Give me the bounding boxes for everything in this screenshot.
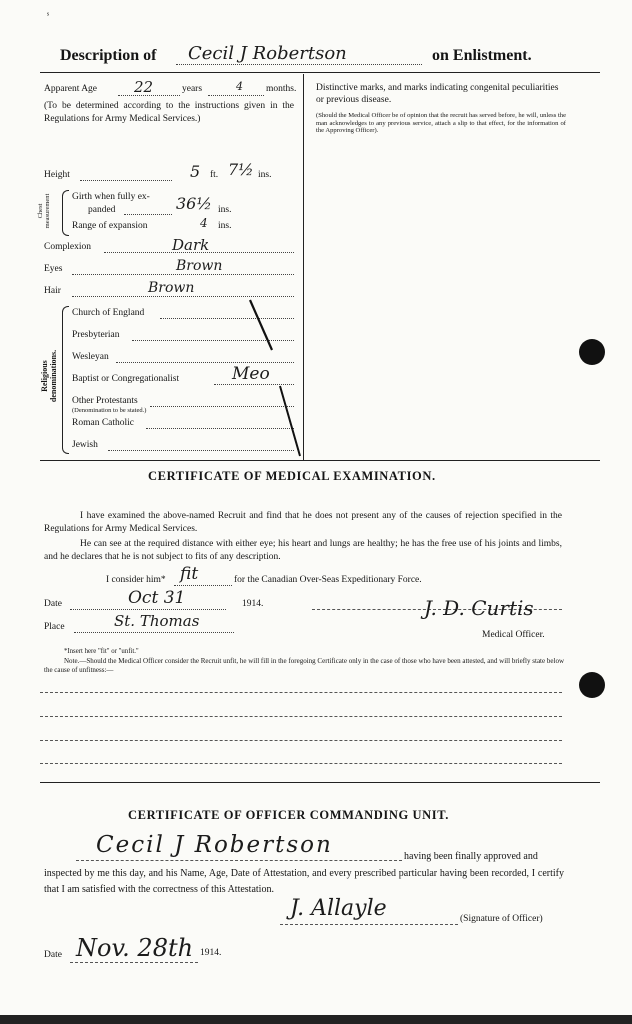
scan-border-bottom [0, 1015, 632, 1024]
religion-item-1: Presbyterian [72, 330, 120, 340]
section-rule-2 [40, 782, 600, 783]
chest-range-label: Range of expansion [72, 221, 148, 231]
medical-date-label: Date [44, 599, 62, 609]
apparent-age-months: 4 [236, 80, 243, 93]
religion-item-5: (Denomination to be stated.) [72, 407, 147, 414]
religion-item-0: Church of England [72, 308, 145, 318]
distinctive-marks-label: Distinctive marks, and marks indicating congenital peculiarities or previous disease. [316, 83, 559, 105]
height-dotted-line [80, 180, 172, 181]
religion-item-4: Other Protestants [72, 396, 138, 406]
chest-side-label: Chest measurement [37, 193, 51, 229]
commanding-text-b: inspected by me this day, and his Name, Age, Date of Attestation, and every prescribed particular having been recorded, I certify that I am satisfied with the correctness of this Attestation. [44, 868, 564, 895]
commanding-date-year: 1914. [200, 948, 222, 958]
corner-mark: ˢ [47, 10, 50, 21]
chest-girth-unit: ins. [218, 205, 232, 215]
height-feet-unit: ft. [210, 170, 219, 180]
eyes-label: Eyes [44, 264, 63, 274]
apparent-age-note: (To be determined according to the instructions given in the Regulations for Army Medical Services.) [44, 101, 294, 124]
consider-line [174, 585, 232, 586]
medical-footnote: *Insert here "fit" or "unfit." [64, 648, 139, 655]
commanding-date-label: Date [44, 950, 62, 960]
chest-girth-label-2: panded [88, 205, 116, 215]
complexion-value: Dark [172, 236, 210, 254]
distinctive-marks-note: (Should the Medical Officer be of opinion that the recruit has served before, he will, unless the man acknowledges to any previous service, attach a slip to that effect, for the information of the Approving Officer). [316, 112, 566, 135]
apparent-age-years: 22 [134, 78, 154, 96]
height-inches: 7½ [228, 160, 254, 179]
medical-place-line [74, 632, 234, 633]
unfitness-line-4 [40, 763, 562, 764]
commanding-signature-line [280, 924, 458, 925]
years-label: years [182, 84, 203, 94]
unfitness-line-1 [40, 692, 562, 693]
chest-range-value: 4 [200, 216, 208, 230]
medical-para-1: I have examined the above-named Recruit and find that he does not present any of the causes of rejection specified in the Regulations for Army Medical Services. [44, 511, 562, 534]
header-on-enlistment: on Enlistment. [432, 47, 532, 64]
consider-label: I consider him* [106, 575, 166, 585]
unfitness-line-2 [40, 716, 562, 717]
consider-value: fit [180, 564, 199, 584]
religion-item-6: Roman Catholic [72, 418, 135, 428]
consider-suffix: for the Canadian Over-Seas Expeditionary Force. [234, 575, 422, 585]
complexion-label: Complexion [44, 242, 91, 252]
months-label: months. [266, 84, 297, 94]
recruit-name: Cecil J Robertson [188, 43, 347, 64]
medical-place-value: St. Thomas [114, 612, 200, 630]
height-feet: 5 [190, 162, 201, 181]
chest-bracket [62, 190, 69, 236]
commanding-signature-label: (Signature of Officer) [460, 914, 543, 924]
chest-girth-value: 36½ [176, 194, 212, 213]
header-description-of: Description of [60, 47, 157, 64]
commanding-date-line [70, 962, 198, 963]
medical-date-year: 1914. [242, 599, 264, 609]
commanding-name-line [76, 860, 402, 861]
punch-hole-top [579, 339, 605, 365]
chest-range-unit: ins. [218, 221, 232, 231]
name-dotted-line [176, 64, 422, 65]
punch-hole-bottom [579, 672, 605, 698]
girth-dotted-line [124, 214, 172, 215]
medical-note: Note.—Should the Medical Officer consider the Recruit unfit, he will fill in the foregoing Certificate only in the case of those who have been attested, and will briefly state below the cause of unfitness:— [44, 657, 564, 674]
religion-item-7: Jewish [72, 440, 98, 450]
commanding-officer-signature: J. Allayle [290, 896, 387, 921]
age-months-line [208, 95, 264, 96]
religion-strike-marks [236, 296, 306, 466]
commanding-recruit-name: Cecil J Robertson [96, 832, 333, 858]
religion-item-2: Wesleyan [72, 352, 109, 362]
religion-bracket [62, 306, 69, 454]
religion-item-3: Baptist or Congregationalist [72, 374, 180, 384]
hair-value: Brown [148, 280, 195, 296]
medical-officer-signature: J. D. Curtis [424, 596, 534, 620]
eyes-value: Brown [176, 258, 223, 274]
religion-side-label: Religious denominations. [40, 349, 58, 403]
medical-place-label: Place [44, 622, 65, 632]
section-rule-1 [40, 460, 600, 461]
chest-girth-label-1: Girth when fully ex- [72, 192, 150, 202]
apparent-age-label: Apparent Age [44, 84, 98, 94]
medical-date-line [70, 609, 226, 610]
medical-certificate-title: CERTIFICATE OF MEDICAL EXAMINATION. [148, 469, 436, 483]
commanding-date-value: Nov. 28th [76, 934, 194, 962]
hair-label: Hair [44, 286, 61, 296]
height-inches-unit: ins. [258, 170, 272, 180]
medical-para-2: He can see at the required distance with either eye; his heart and lungs are healthy; he has the free use of his joints and limbs, and he declares that he is not subject to fits of any description. [44, 539, 562, 562]
medical-date-value: Oct 31 [128, 588, 186, 608]
age-years-line [118, 95, 180, 96]
religion-entry: Meo [232, 364, 270, 384]
header-rule [40, 72, 600, 73]
commanding-certificate-title: CERTIFICATE OF OFFICER COMMANDING UNIT. [128, 808, 449, 822]
eyes-line [72, 274, 294, 275]
height-label: Height [44, 170, 70, 180]
medical-officer-title: Medical Officer. [482, 630, 545, 640]
unfitness-line-3 [40, 740, 562, 741]
commanding-text-a: having been finally approved and [404, 851, 538, 862]
